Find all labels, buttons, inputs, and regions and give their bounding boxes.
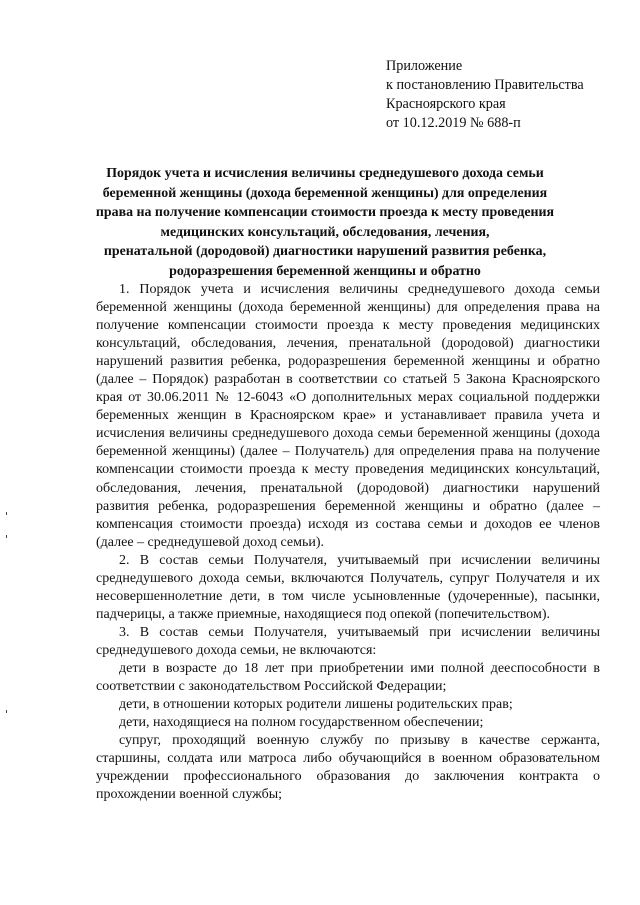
paragraph: 1. Порядок учета и исчисления величины среднедушевого дохода семьи беременной женщины (дохода беременной женщины) для определения права на получение компенсации стоимости проезда к месту проведения медицинских консультаций, обследования, лечения, пренатальной (дородовой) диагностики нарушений развития ребенка, родоразрешения беременной женщины и обратно (далее – Порядок) разработан в соответствии со статьей 5 Закона Красноярского края от 30.06.2011 № 12-6043 «О дополнительных мерах социальной поддержки беременных женщин в Красноярском крае» и устанавливает правила учета и исчисления величины среднедушевого дохода семьи беременной женщины (дохода беременной женщины) (далее – Получатель) для определения права на получение компенсации стоимости проезда к месту проведения медицинских консультаций, обследования, лечения, пренатальной (дородовой) диагностики нарушений развития ребенка, родоразрешения беременной женщины и обратно (далее – компенсация стоимости проезда) исходя из состава семьи и доходов ее членов (далее – среднедушевой доход семьи).: [96, 282, 600, 550]
list-item: дети, в отношении которых родители лишены родительских прав;: [119, 697, 513, 713]
title-line: пренатальной (дородовой) диагностики нарушений развития ребенка,: [103, 244, 547, 260]
appendix-line: к постановлению Правительства: [386, 77, 584, 93]
document-body: [96, 281, 600, 804]
title-line: медицинских консультаций, обследования, лечения,: [160, 224, 490, 240]
scan-mark: [6, 710, 7, 713]
scan-mark: [6, 535, 7, 538]
appendix-line: от 10.12.2019 № 688-п: [386, 115, 521, 131]
list-item: дети в возрасте до 18 лет при приобретении ими полной дееспособности в соответствии с законодательством Российской Федерации;: [96, 660, 600, 695]
document-title: [60, 164, 590, 282]
paragraph: 2. В состав семьи Получателя, учитываемый при исчислении величины среднедушевого дохода семьи, включаются Получатель, супруг Получателя и их несовершеннолетние дети, в том числе усыновленные (удочеренные), пасынки, падчерицы, а также приемные, находящиеся под опекой (попечительством).: [96, 552, 600, 622]
appendix-header: [386, 57, 584, 133]
appendix-line: Приложение: [386, 58, 463, 74]
title-line: беременной женщины (дохода беременной женщины) для определения: [102, 185, 548, 201]
paragraph: 3. В состав семьи Получателя, учитываемый при исчислении величины среднедушевого дохода семьи, не включаются:: [96, 624, 600, 658]
title-line: родоразрешения беременной женщины и обратно: [169, 263, 481, 279]
list-item: супруг, проходящий военную службу по призыву в качестве сержанта, старшины, солдата или матроса либо обучающийся в военном образовательном учреждении профессионального образования до заключения контракта о прохождении военной службы;: [96, 733, 600, 803]
scan-mark: [6, 512, 7, 515]
title-line: права на получение компенсации стоимости проезда к месту проведения: [95, 205, 555, 221]
title-line: Порядок учета и исчисления величины среднедушевого дохода семьи: [106, 166, 544, 181]
appendix-line: Красноярского края: [386, 96, 506, 112]
list-item: дети, находящиеся на полном государственном обеспечении;: [119, 715, 484, 731]
